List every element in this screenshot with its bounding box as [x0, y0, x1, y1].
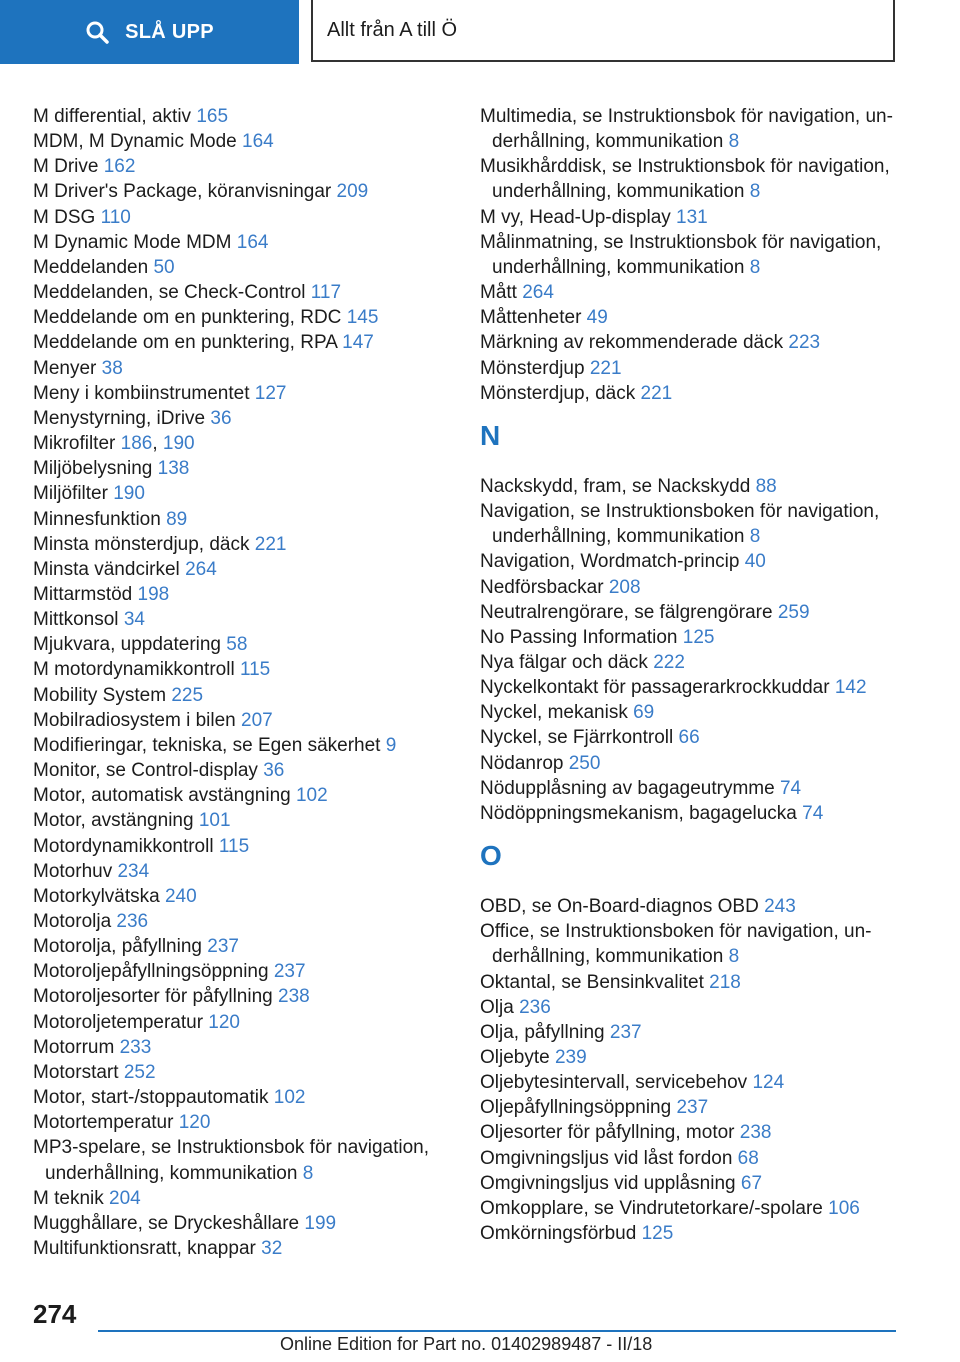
lookup-label: SLÅ UPP [125, 20, 214, 43]
index-entry [33, 154, 453, 179]
index-group-m [480, 104, 910, 406]
index-entry-text: Minnesfunktion [33, 508, 167, 530]
index-entry-text: Nya fälgar och däck [480, 651, 654, 673]
page-link[interactable]: 204 [109, 1187, 141, 1209]
index-entry-text: Oktantal, se Bensinkvalitet [480, 971, 710, 993]
index-entry-text: Meddelande om en punktering, RDC [33, 307, 347, 329]
page-link[interactable]: 225 [171, 684, 204, 706]
page-link[interactable]: 164 [242, 131, 274, 153]
section-title-tab[interactable] [311, 0, 895, 62]
index-entry [33, 808, 453, 833]
page-link[interactable]: 8 [302, 1162, 314, 1184]
page-link[interactable]: 209 [336, 181, 369, 203]
index-entry-text: M motordynamikkontroll [33, 659, 240, 681]
index-entry [33, 456, 453, 481]
index-entry-text: Omkörningsförbud [480, 1223, 642, 1245]
index-entry [480, 549, 910, 574]
index-entry-text: Monitor, se Control-display [33, 760, 264, 782]
index-entry-text: Motor, avstängning [33, 810, 199, 832]
page-number: 274 [33, 1299, 77, 1329]
page-link[interactable]: 207 [241, 709, 273, 731]
page-link[interactable]: 131 [676, 206, 708, 228]
index-entry-text: Mjukvara, uppdatering [33, 634, 227, 656]
index-entry [480, 776, 910, 801]
index-entry [480, 230, 910, 280]
letter-heading-o: O [480, 840, 502, 872]
section-title: Allt från A till Ö [327, 18, 458, 41]
index-entry-text: Navigation, Wordmatch-princip [480, 551, 745, 573]
index-entry-text: Motorolja, påfyllning [33, 936, 208, 958]
index-entry-text: Navigation, se Instruktionsboken för navigation, underhållning, kommunikation [480, 501, 880, 548]
index-entry [33, 834, 453, 859]
page-link[interactable]: 40 [744, 551, 766, 573]
page-link[interactable]: 164 [236, 231, 269, 253]
index-entry-text: Omgivningsljus vid upplåsning [480, 1172, 741, 1194]
page-link[interactable]: 162 [103, 156, 136, 178]
index-entry [480, 474, 910, 499]
index-entry [480, 751, 910, 776]
page-link[interactable]: 264 [522, 282, 554, 304]
index-column-right [480, 104, 910, 1246]
index-entry [480, 330, 910, 355]
index-entry [33, 532, 453, 557]
page-link[interactable]: 36 [210, 407, 232, 429]
index-entry-text: Menyer [33, 357, 102, 379]
index-entry-text: Motor, start-/stoppautomatik [33, 1087, 274, 1109]
page-link[interactable]: 49 [586, 307, 608, 329]
index-entry [480, 1171, 910, 1196]
index-entry-text: Motortemperatur [33, 1112, 179, 1134]
page-link[interactable]: 8 [749, 256, 761, 278]
index-entry-text: Nyckel, mekanisk [480, 702, 634, 724]
page-link[interactable]: 117 [310, 282, 342, 304]
index-entry-text: M vy, Head-Up-display [480, 206, 677, 228]
page-link[interactable]: 101 [198, 810, 231, 832]
page-link[interactable]: 142 [834, 677, 867, 699]
page-link[interactable]: 50 [153, 256, 175, 278]
index-entry [480, 1045, 910, 1070]
index-entry-text: Motorrum [33, 1036, 120, 1058]
index-entry [33, 1110, 453, 1135]
page-link[interactable]: 234 [117, 860, 150, 882]
index-entry-text: Motoroljetemperatur [33, 1011, 209, 1033]
index-entry [33, 733, 453, 758]
index-group-n [480, 474, 910, 826]
footer-divider [98, 1330, 896, 1332]
index-entry [33, 205, 453, 230]
index-entry-text: Märkning av rekommenderade däck [480, 332, 789, 354]
page-link[interactable]: 115 [218, 835, 250, 857]
page-link[interactable]: 190 [162, 433, 195, 455]
letter-heading-n: N [480, 419, 501, 451]
page-separator: , [152, 433, 163, 455]
index-entry-text: Måttenheter [480, 307, 587, 329]
page-link[interactable]: 8 [749, 526, 761, 548]
index-entry [480, 104, 910, 154]
search-icon [85, 20, 109, 44]
index-entry [480, 1095, 910, 1120]
index-entry [33, 280, 453, 305]
index-entry [33, 859, 453, 884]
index-entry [480, 1196, 910, 1221]
page-link[interactable]: 233 [119, 1036, 152, 1058]
index-entry [480, 499, 910, 549]
index-entry-text: M Dynamic Mode MDM [33, 231, 237, 253]
index-entry-text: M differential, aktiv [33, 106, 197, 127]
index-entry-text: Motordynamikkontroll [33, 835, 219, 857]
index-entry [480, 356, 910, 381]
index-entry [480, 305, 910, 330]
page-link[interactable]: 237 [609, 1021, 642, 1043]
page-link[interactable]: 110 [100, 206, 131, 228]
index-entry [33, 1035, 453, 1060]
index-entry [480, 675, 910, 700]
page-link[interactable]: 74 [802, 802, 824, 824]
index-entry-text: Mikrofilter [33, 433, 121, 455]
page-link[interactable]: 199 [304, 1212, 337, 1234]
lookup-button[interactable] [0, 0, 299, 64]
index-entry-text: Miljöfilter [33, 483, 114, 505]
page-link[interactable]: 8 [749, 181, 761, 203]
page-link[interactable]: 69 [633, 702, 655, 724]
page-link[interactable]: 66 [678, 727, 700, 749]
index-entry [33, 683, 453, 708]
index-entry-text: Nödöppningsmekanism, bagagelucka [480, 802, 803, 824]
index-entry-text: Miljöbelysning [33, 458, 158, 480]
index-entry [480, 381, 910, 406]
index-entry [480, 725, 910, 750]
index-entry [33, 884, 453, 909]
index-entry [33, 959, 453, 984]
page-link[interactable]: 218 [709, 971, 741, 993]
index-entry [33, 708, 453, 733]
page-link[interactable]: 238 [739, 1122, 772, 1144]
index-entry-text: Motorkylvätska [33, 885, 165, 907]
page-link[interactable]: 125 [641, 1223, 674, 1245]
index-entry [480, 1070, 910, 1095]
index-entry-text: Mittkonsol [33, 609, 124, 631]
page-link[interactable]: 165 [196, 106, 229, 127]
page-link[interactable]: 236 [116, 911, 149, 932]
index-entry-text: Motor, automatisk avstängning [33, 785, 296, 807]
index-entry [33, 984, 453, 1009]
page-link[interactable]: 147 [342, 332, 374, 354]
page-link[interactable]: 190 [113, 483, 145, 505]
page-link[interactable]: 115 [239, 659, 271, 681]
index-entry [480, 1146, 910, 1171]
index-entry [33, 104, 453, 129]
index-entry [33, 381, 453, 406]
page-link[interactable]: 38 [101, 357, 123, 379]
page-link[interactable]: 186 [120, 433, 153, 455]
index-entry-text: Musikhårddisk, se Instruktionsbok för navigation, underhållning, kommunikation [480, 156, 890, 203]
page-link[interactable]: 240 [164, 885, 197, 907]
index-entry [480, 154, 910, 204]
index-entry [33, 758, 453, 783]
page-link[interactable]: 198 [137, 583, 170, 605]
index-entry-text: Nyckelkontakt för passagerarkrockkuddar [480, 677, 835, 699]
index-entry-text: Mugghållare, se Dryckeshållare [33, 1212, 305, 1234]
index-entry [33, 356, 453, 381]
index-entry [480, 1020, 910, 1045]
index-entry-text: Multimedia, se Instruktionsbok för navigation, underhållning, kommunikation [480, 106, 893, 153]
page-link[interactable]: 208 [608, 576, 641, 598]
index-entry-text: Motoroljepåfyllningsöppning [33, 961, 274, 983]
index-entry-text: Meddelande om en punktering, RPA [33, 332, 343, 354]
index-entry [33, 330, 453, 355]
page-link[interactable]: 145 [346, 307, 379, 329]
page-link[interactable]: 125 [682, 626, 715, 648]
page-link[interactable]: 120 [178, 1112, 211, 1134]
index-entry [33, 632, 453, 657]
index-entry-text: Office, se Instruktionsboken för navigation, underhållning, kommunikation [480, 921, 872, 968]
index-entry-text: Multifunktionsratt, knappar [33, 1238, 262, 1260]
page-link[interactable]: 68 [737, 1147, 759, 1169]
index-entry [480, 625, 910, 650]
page-link[interactable]: 102 [273, 1087, 306, 1109]
page-link[interactable]: 250 [568, 752, 601, 774]
index-entry [480, 700, 910, 725]
index-entry [33, 1236, 453, 1261]
index-entry-text: M DSG [33, 206, 101, 228]
page-link[interactable]: 106 [828, 1197, 860, 1219]
page-link[interactable]: 222 [653, 651, 685, 673]
index-entry-text: Meddelanden [33, 256, 154, 278]
index-entry [33, 909, 453, 934]
index-entry [33, 406, 453, 431]
index-entry [480, 970, 910, 995]
index-entry [33, 1060, 453, 1085]
index-entry [480, 1221, 910, 1246]
page-link[interactable]: 252 [123, 1061, 156, 1083]
index-entry [33, 557, 453, 582]
index-entry [33, 179, 453, 204]
page-link[interactable]: 243 [764, 896, 796, 918]
index-entry-text: MDM, M Dynamic Mode [33, 131, 243, 153]
index-entry-text: Oljesorter för påfyllning, motor [480, 1122, 740, 1144]
index-entry [33, 1085, 453, 1110]
page-link[interactable]: 264 [185, 558, 217, 580]
index-entry-text: M Drive [33, 156, 104, 178]
index-entry-text: Mönsterdjup, däck [480, 382, 641, 404]
index-entry-text: Omgivningsljus vid låst fordon [480, 1147, 738, 1169]
index-entry [33, 431, 453, 456]
index-entry [33, 934, 453, 959]
index-entry [480, 650, 910, 675]
index-entry [33, 657, 453, 682]
page-link[interactable]: 34 [123, 609, 145, 631]
index-entry-text: Modifieringar, tekniska, se Egen säkerhet [33, 734, 386, 756]
page-link[interactable]: 89 [166, 508, 188, 530]
index-entry [480, 894, 910, 919]
page-link[interactable]: 88 [755, 475, 777, 497]
index-entry [33, 1135, 453, 1185]
index-entry [33, 481, 453, 506]
index-entry [33, 230, 453, 255]
index-entry [480, 575, 910, 600]
index-entry-text: M teknik [33, 1187, 110, 1209]
index-entry-text: Oljebytesintervall, servicebehov [480, 1072, 753, 1094]
index-entry [33, 305, 453, 330]
index-column-left [33, 104, 453, 1261]
page-link[interactable]: 239 [554, 1047, 587, 1068]
index-entry-text: Olja, påfyllning [480, 1021, 610, 1043]
page-link[interactable]: 36 [263, 760, 285, 782]
index-entry-text: M Driver's Package, köranvisningar [33, 181, 337, 203]
index-entry [33, 607, 453, 632]
index-entry-text: Menystyrning, iDrive [33, 407, 211, 429]
page-link[interactable]: 32 [261, 1238, 283, 1260]
index-entry [480, 1120, 910, 1145]
page-link[interactable]: 138 [157, 458, 190, 480]
index-entry [33, 129, 453, 154]
index-entry-text: Målinmatning, se Instruktionsbok för navigation, underhållning, kommunikation [480, 231, 882, 278]
page-link[interactable]: 237 [207, 936, 239, 958]
page-link[interactable]: 124 [752, 1072, 785, 1094]
page-link[interactable]: 74 [779, 777, 802, 799]
index-entry-text: Omkopplare, se Vindrutetorkare/-spolare [480, 1197, 829, 1219]
index-entry [33, 582, 453, 607]
page-link[interactable]: 238 [278, 986, 310, 1008]
page-link[interactable]: 237 [273, 961, 306, 983]
index-entry-text: Mått [480, 282, 523, 304]
index-entry [33, 1186, 453, 1211]
index-entry-text: Motorolja [33, 911, 117, 932]
index-entry-text: Nödanrop [480, 752, 569, 774]
page-link[interactable]: 237 [676, 1097, 709, 1119]
index-entry-text: Mobility System [33, 684, 172, 706]
index-entry-text: Nyckel, se Fjärrkontroll [480, 727, 679, 749]
index-entry-text: Meny i kombiinstrumentet [33, 382, 255, 404]
page-link[interactable]: 8 [728, 131, 740, 153]
index-entry-text: Nedförsbackar [480, 576, 609, 598]
page-link[interactable]: 102 [295, 785, 328, 807]
page-link[interactable]: 8 [728, 946, 740, 968]
index-entry-text: Olja [480, 996, 520, 1018]
index-entry-text: Oljepåfyllningsöppning [480, 1097, 677, 1119]
edition-note: Online Edition for Part no. 01402989487 - II/18 [280, 1334, 653, 1354]
index-entry-text: No Passing Information [480, 626, 683, 648]
index-entry-text: Minsta mönsterdjup, däck [33, 533, 255, 555]
page-link[interactable]: 236 [519, 996, 551, 1018]
page-link[interactable]: 58 [226, 634, 248, 656]
index-entry [480, 995, 910, 1020]
page-link[interactable]: 259 [777, 601, 810, 623]
index-entry [33, 255, 453, 280]
index-entry-text: Mittarmstöd [33, 583, 138, 605]
index-entry-text: Mönsterdjup [480, 357, 590, 379]
index-entry-text: MP3-spelare, se Instruktionsbok för navigation, underhållning, kommunikation [33, 1137, 430, 1184]
page-link[interactable]: 221 [589, 357, 622, 379]
index-entry [480, 919, 910, 969]
index-entry-text: Meddelanden, se Check-Control [33, 282, 311, 304]
index-entry-text: OBD, se On-Board-diagnos OBD [480, 896, 765, 918]
page-link[interactable]: 127 [254, 382, 287, 404]
index-entry [480, 205, 910, 230]
index-entry [33, 1211, 453, 1236]
page-link[interactable]: 67 [740, 1172, 763, 1194]
index-group-o [480, 894, 910, 1246]
page-link[interactable]: 221 [640, 382, 673, 404]
index-entry [480, 801, 910, 826]
page-link[interactable]: 9 [385, 734, 397, 756]
page-link[interactable]: 221 [254, 533, 287, 555]
index-entry [33, 507, 453, 532]
index-entry-text: Minsta vändcirkel [33, 558, 186, 580]
index-entry-text: Neutralrengörare, se fälgrengörare [480, 601, 778, 623]
index-entry-text: Nödupplåsning av bagageutrymme [480, 777, 780, 799]
index-entry-text: Motorhuv [33, 860, 118, 882]
index-entry-text: Oljebyte [480, 1047, 555, 1068]
page-link[interactable]: 120 [208, 1011, 240, 1033]
page-link[interactable]: 223 [788, 332, 821, 354]
index-entry [33, 1010, 453, 1035]
index-entry [33, 783, 453, 808]
index-entry [480, 600, 910, 625]
index-entry-text: Mobilradiosystem i bilen [33, 709, 242, 731]
top-bar [0, 0, 960, 66]
index-entry-text: Motorstart [33, 1061, 124, 1083]
index-entry-text: Motoroljesorter för påfyllning [33, 986, 278, 1008]
index-entry-text: Nackskydd, fram, se Nackskydd [480, 475, 756, 497]
index-entry [480, 280, 910, 305]
